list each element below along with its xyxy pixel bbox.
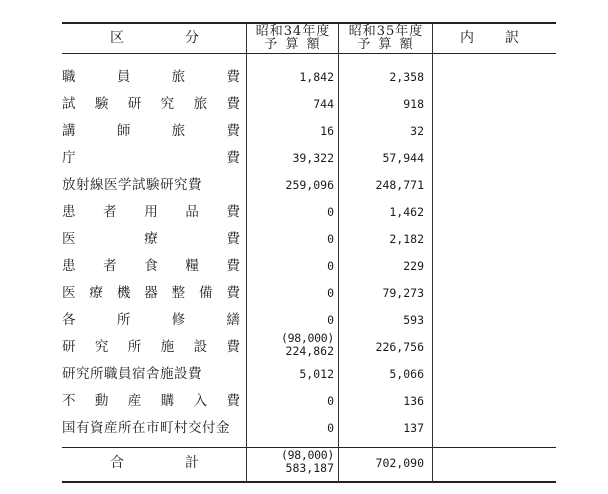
row-label-char: 購 xyxy=(160,393,175,409)
row-label-char: 備 xyxy=(199,285,213,301)
row-label-char: 庁 xyxy=(62,150,76,166)
row-label-char: 施 xyxy=(160,339,175,355)
column-divider-1 xyxy=(246,23,247,482)
header-fy35-year: 昭和35年度 xyxy=(348,24,424,39)
row-fy34: 259,096 xyxy=(285,178,334,192)
row-fy35: 57,944 xyxy=(382,151,424,165)
row-label-char: 旅 xyxy=(171,69,186,85)
row-label-char: 費 xyxy=(226,69,240,85)
row-fy34: 0 xyxy=(327,205,334,219)
row-label-char: 品 xyxy=(185,204,199,220)
row-label-char: 費 xyxy=(226,393,240,409)
row-fy35: 2,358 xyxy=(389,70,424,84)
row-label-char: 設 xyxy=(193,339,208,355)
row-label-char: 員 xyxy=(116,69,131,85)
row-label-char: 各 xyxy=(62,312,76,328)
row-label-char: 費 xyxy=(226,258,240,274)
row-label-char: 機 xyxy=(116,285,131,301)
row-label-char: 動 xyxy=(94,393,109,409)
header-notes: 内 訳 xyxy=(460,30,520,46)
row-label-char: 究 xyxy=(160,96,175,112)
row-label-char: 器 xyxy=(144,285,158,301)
bottom-rule xyxy=(62,481,556,483)
row-label-char: 不 xyxy=(62,393,76,409)
header-fy34-label: 予 算 額 xyxy=(264,37,322,52)
row-label xyxy=(62,310,240,330)
row-fy34: 39,322 xyxy=(292,151,334,165)
row-fy34: 0 xyxy=(327,232,334,246)
total-fy34-parenthetical: (98,000) xyxy=(281,448,334,462)
row-label-char: 研 xyxy=(127,96,142,112)
row-label xyxy=(62,67,240,87)
row-label-char: 療 xyxy=(144,231,158,247)
row-label-char: 験 xyxy=(94,96,109,112)
row-fy35: 918 xyxy=(403,97,424,111)
total-fy34: 583,187 xyxy=(285,461,334,475)
row-fy35: 137 xyxy=(403,421,424,435)
row-label-char: 旅 xyxy=(193,96,208,112)
row-label xyxy=(62,256,240,276)
row-fy34: 0 xyxy=(327,421,334,435)
row-label-char: 研 xyxy=(62,339,76,355)
row-label: 放射線医学試験研究費 xyxy=(62,177,202,193)
row-fy34: 1,842 xyxy=(299,70,334,84)
row-label-char: 試 xyxy=(62,96,76,112)
row-label-char: 繕 xyxy=(226,312,240,328)
row-label-char: 所 xyxy=(116,312,131,328)
row-label-char: 糧 xyxy=(185,258,199,274)
row-label: 国有資産所在市町村交付金 xyxy=(62,420,230,436)
row-label-char: 所 xyxy=(127,339,142,355)
row-label-char: 者 xyxy=(103,258,117,274)
row-fy35: 5,066 xyxy=(389,367,424,381)
row-fy35: 1,462 xyxy=(389,205,424,219)
row-fy35: 593 xyxy=(403,313,424,327)
row-label xyxy=(62,148,240,168)
row-label-char: 医 xyxy=(62,285,76,301)
row-fy34: 0 xyxy=(327,313,334,327)
total-fy35: 702,090 xyxy=(375,456,424,470)
row-label xyxy=(62,202,240,222)
row-label xyxy=(62,229,240,249)
row-fy35: 226,756 xyxy=(375,340,424,354)
row-label-char: 食 xyxy=(144,258,158,274)
row-label-char: 入 xyxy=(193,393,208,409)
row-label-char: 職 xyxy=(62,69,76,85)
row-fy34: 744 xyxy=(313,97,334,111)
row-label-char: 者 xyxy=(103,204,117,220)
row-label: 研究所職員宿舎施設費 xyxy=(62,366,202,382)
row-label-char: 費 xyxy=(226,285,240,301)
row-fy34: 224,862 xyxy=(285,344,334,358)
row-label-char: 整 xyxy=(171,285,186,301)
row-label-char: 費 xyxy=(226,123,240,139)
row-label-char: 旅 xyxy=(171,123,186,139)
row-label-char: 費 xyxy=(226,96,240,112)
column-divider-2 xyxy=(338,23,339,482)
row-label-char: 費 xyxy=(226,231,240,247)
row-label-char: 産 xyxy=(127,393,142,409)
total-label: 合 計 xyxy=(110,455,200,471)
row-fy35: 32 xyxy=(410,124,424,138)
header-fy35-label: 予 算 額 xyxy=(357,37,415,52)
row-label-char: 患 xyxy=(62,204,76,220)
row-fy35: 248,771 xyxy=(375,178,424,192)
row-fy35: 136 xyxy=(403,394,424,408)
row-label-char: 療 xyxy=(89,285,103,301)
row-label xyxy=(62,283,240,303)
row-fy34: 5,012 xyxy=(299,367,334,381)
row-label-char: 用 xyxy=(144,204,158,220)
row-label-char: 講 xyxy=(62,123,76,139)
row-label xyxy=(62,94,240,114)
row-fy34: 16 xyxy=(320,124,334,138)
row-fy34: 0 xyxy=(327,286,334,300)
row-label-char: 修 xyxy=(171,312,186,328)
row-label-char: 医 xyxy=(62,231,76,247)
row-label-char: 費 xyxy=(226,204,240,220)
row-label xyxy=(62,121,240,141)
header-rule xyxy=(62,53,556,54)
row-fy34-parenthetical: (98,000) xyxy=(281,331,334,345)
row-fy35: 229 xyxy=(403,259,424,273)
row-label-char: 師 xyxy=(116,123,131,139)
row-label-char: 費 xyxy=(226,339,240,355)
row-label-char: 究 xyxy=(94,339,109,355)
row-fy35: 79,273 xyxy=(382,286,424,300)
row-fy34: 0 xyxy=(327,394,334,408)
row-fy34: 0 xyxy=(327,259,334,273)
column-divider-3 xyxy=(432,23,433,482)
header-fy34-year: 昭和34年度 xyxy=(255,24,331,39)
header-category: 区 分 xyxy=(110,30,200,46)
row-label xyxy=(62,391,240,411)
row-label xyxy=(62,337,240,357)
row-fy35: 2,182 xyxy=(389,232,424,246)
row-label-char: 患 xyxy=(62,258,76,274)
row-label-char: 費 xyxy=(226,150,240,166)
